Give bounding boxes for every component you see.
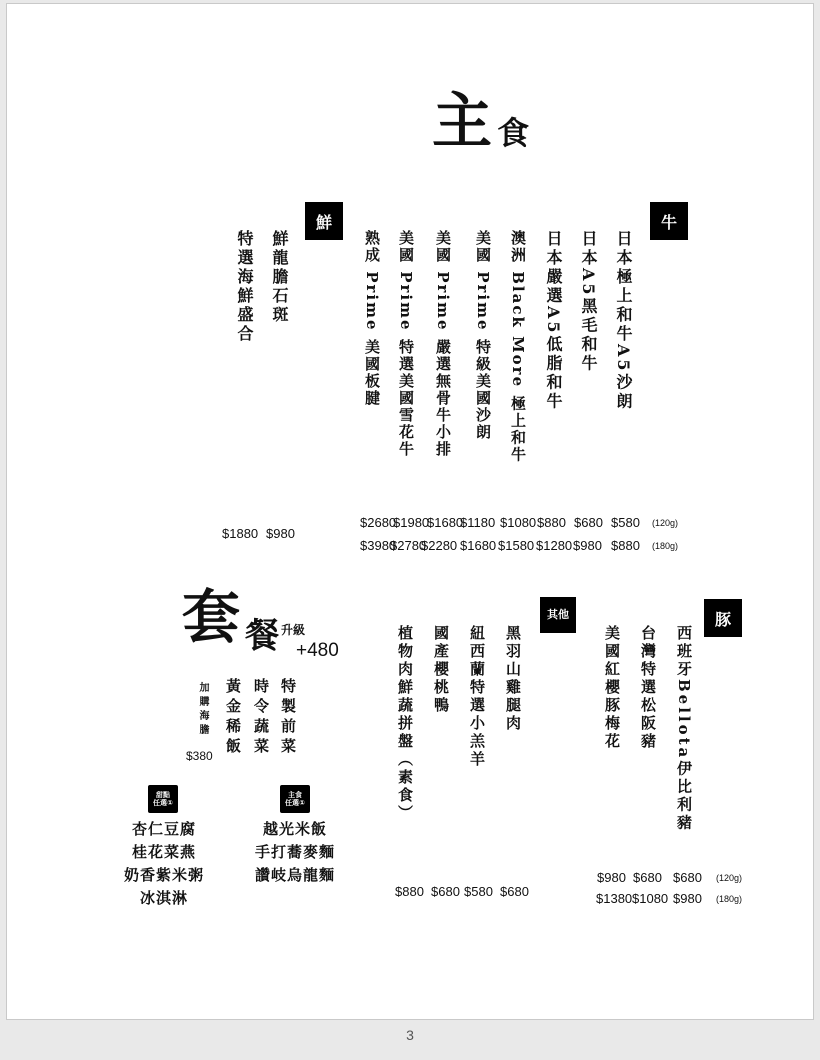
beef-price: $1980	[393, 515, 430, 530]
seafood-price: $1880	[222, 526, 259, 541]
pork-item: 台灣特選松阪豬	[639, 625, 657, 751]
other-item: 紐西蘭特選小羔羊	[468, 625, 486, 769]
main-title	[432, 87, 530, 157]
beef-weight-180: (180g)	[652, 541, 679, 551]
other-price: $880	[395, 884, 424, 899]
pork-price: $1380	[596, 891, 633, 906]
set-upgrade-label: 升級	[281, 623, 306, 637]
other-item: 國產櫻桃鴨	[432, 625, 450, 715]
beef-item: 日本A5黑毛和牛	[579, 230, 598, 374]
dessert-choice-badge-label: 甜點 任選①	[153, 790, 173, 807]
other-price: $580	[464, 884, 493, 899]
set-title-big: 套	[182, 583, 241, 651]
other-item: 植物肉鮮蔬拼盤（素食）	[396, 625, 414, 823]
pork-price: $680	[633, 870, 662, 885]
beef-price: $2680	[360, 515, 397, 530]
dessert-item: 桂花菜燕	[131, 843, 196, 861]
beef-price: $680	[574, 515, 603, 530]
dessert-list	[114, 818, 214, 910]
beef-item: 熟成 Prime 美國板腱	[363, 230, 381, 407]
pork-weight-120: (120g)	[716, 873, 743, 883]
other-tag: 其他	[540, 597, 576, 633]
pork-weight-180: (180g)	[716, 894, 743, 904]
beef-tag: 牛	[650, 202, 688, 240]
beef-item: 日本極上和牛A5沙朗	[614, 230, 633, 412]
staple-item: 手打蕎麥麵	[254, 843, 335, 861]
other-price: $680	[431, 884, 460, 899]
beef-price: $1680	[460, 538, 497, 553]
staple-item: 越光米飯	[262, 820, 327, 838]
set-addon-price: $380	[186, 749, 213, 763]
pork-item: 美國紅櫻豚梅花	[603, 625, 621, 751]
main-title-small: 食	[497, 114, 530, 152]
beef-item: 美國 Prime 嚴選無骨牛小排	[434, 230, 452, 458]
set-addon-label: 加購海膽	[197, 682, 208, 738]
set-item: 特製前菜	[279, 678, 297, 758]
set-title-small: 餐	[245, 616, 280, 656]
pork-price: $980	[597, 870, 626, 885]
beef-weight-120: (120g)	[652, 518, 679, 528]
beef-price: $2280	[421, 538, 458, 553]
beef-item: 美國 Prime 特級美國沙朗	[474, 230, 492, 441]
seafood-item: 鮮龍膽石斑	[270, 230, 289, 325]
seafood-item: 特選海鮮盛合	[235, 230, 254, 344]
staple-choice-badge-label: 主食 任選①	[285, 790, 305, 807]
beef-price: $1680	[427, 515, 464, 530]
beef-price: $2780	[390, 538, 427, 553]
beef-price: $880	[611, 538, 640, 553]
pork-price: $680	[673, 870, 702, 885]
set-title	[182, 583, 280, 656]
beef-price: $1080	[500, 515, 537, 530]
pork-price: $1080	[632, 891, 669, 906]
dessert-item: 奶香紫米粥	[123, 866, 204, 884]
set-upgrade-price: +480	[296, 640, 339, 661]
beef-price: $1180	[460, 515, 496, 530]
dessert-item: 冰淇淋	[139, 889, 188, 907]
beef-item: 澳洲 Black More 極上和牛	[509, 230, 527, 464]
seafood-price: $980	[266, 526, 295, 541]
seafood-tag: 鮮	[305, 202, 343, 240]
beef-item: 日本嚴選A5低脂和牛	[544, 230, 563, 412]
main-title-big: 主	[432, 87, 492, 157]
staple-list	[245, 818, 345, 887]
beef-price: $880	[537, 515, 566, 530]
beef-price: $980	[573, 538, 602, 553]
other-item: 黑羽山雞腿肉	[504, 625, 522, 733]
beef-price: $1580	[498, 538, 535, 553]
beef-price: $3980	[360, 538, 397, 553]
staple-choice-badge	[280, 785, 310, 813]
beef-price: $580	[611, 515, 640, 530]
dessert-choice-badge	[148, 785, 178, 813]
beef-item: 美國 Prime 特選美國雪花牛	[397, 230, 415, 458]
pork-item: 西班牙Bellota伊比利豬	[675, 625, 693, 833]
staple-item: 讚岐烏龍麵	[254, 866, 335, 884]
beef-price: $1280	[536, 538, 573, 553]
dessert-item: 杏仁豆腐	[131, 820, 196, 838]
set-item: 時令蔬菜	[252, 678, 270, 758]
pork-tag: 豚	[704, 599, 742, 637]
pork-price: $980	[673, 891, 702, 906]
page-number: 3	[406, 1027, 414, 1043]
set-item: 黃金稀飯	[224, 678, 242, 758]
other-price: $680	[500, 884, 529, 899]
